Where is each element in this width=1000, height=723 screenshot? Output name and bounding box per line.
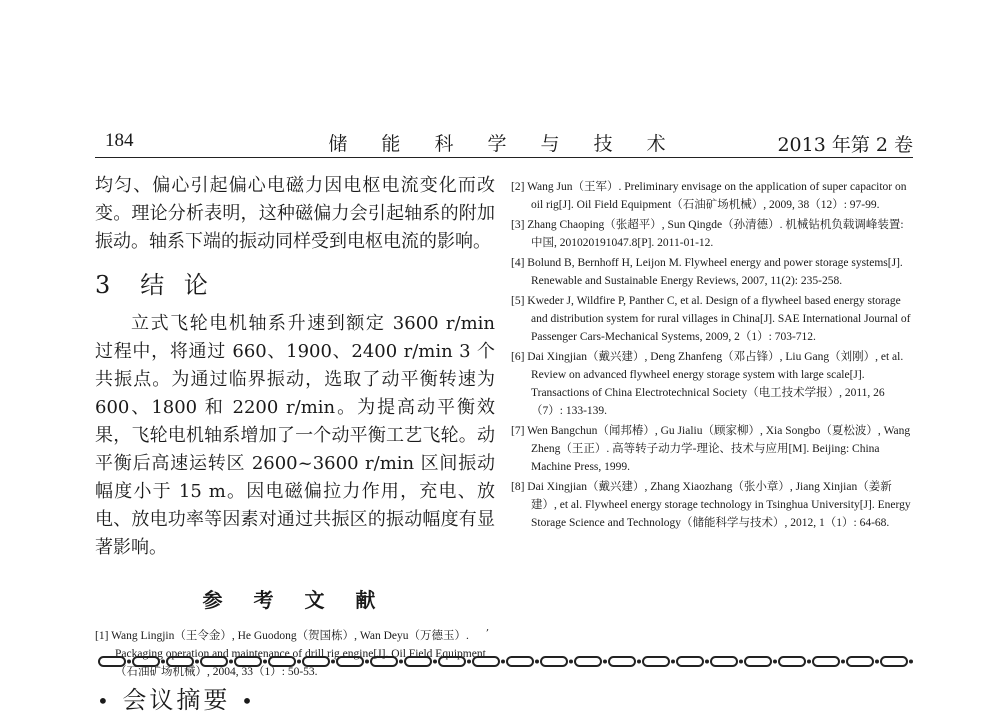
- chain-link: [813, 657, 839, 666]
- chain-joint: [841, 660, 845, 664]
- references-heading: 参 考 文 献: [202, 588, 388, 612]
- header-rule: [95, 157, 913, 158]
- section-tag-label: 会议摘要: [122, 686, 231, 714]
- chain-link: [507, 657, 533, 666]
- chain-link: [99, 657, 125, 666]
- chain-link: [711, 657, 737, 666]
- chain-joint: [535, 660, 539, 664]
- chain-joint: [603, 660, 607, 664]
- section-heading: [95, 270, 495, 300]
- chain-link: [405, 657, 431, 666]
- stray-mark: ,: [486, 622, 490, 633]
- left-column: [95, 172, 495, 682]
- chain-joint: [195, 660, 199, 664]
- bullet-icon: •: [241, 689, 256, 713]
- right-column: [511, 178, 911, 534]
- chain-link: [303, 657, 329, 666]
- chain-joint: [807, 660, 811, 664]
- chain-joint: [331, 660, 335, 664]
- chain-joint: [399, 660, 403, 664]
- page-number: 184: [105, 130, 134, 151]
- chain-link: [439, 657, 465, 666]
- chain-link: [133, 657, 159, 666]
- chain-joint: [467, 660, 471, 664]
- intro-paragraph: 均匀、偏心引起偏心电磁力因电枢电流变化而改变。理论分析表明，这种磁偏力会引起轴系的附加振动。轴系下端的振动同样受到电枢电流的影响。: [95, 175, 495, 252]
- page-header: [95, 126, 913, 156]
- chain-joint: [501, 660, 505, 664]
- reference-item: [6] Dai Xingjian（戴兴建）, Deng Zhanfeng（邓占锋）, Liu Gang（刘刚）, et al. Review on advanced flywheel energy storage system with large scale[J]. Transactions of China Electrotechnical Society（电工技术学报）, 2011, 26（7）: 133-139.: [511, 351, 904, 417]
- chain-link: [541, 657, 567, 666]
- bullet-icon: •: [97, 689, 112, 713]
- chain-link: [677, 657, 703, 666]
- chain-link: [881, 657, 907, 666]
- conclusion-paragraph: 立式飞轮电机轴系升速到额定 3600 r/min 过程中，将通过 660、1900、2400 r/min 3 个共振点。为通过临界振动，选取了动平衡转速为 600、1800 和 2200 r/min。为提高动平衡效果，飞轮电机轴系增加了一个动平衡工艺飞轮。动平衡后高速运转区 2600~3600 r/min 区间振动幅度小于 15 m。因电磁偏拉力作用，充电、放电、放电功率等因素对通过共振区的振动幅度有显著影响。: [95, 313, 495, 558]
- chain-joint: [875, 660, 879, 664]
- chain-link: [337, 657, 363, 666]
- reference-item: [1] Wang Lingjin（王令金）, He Guodong（贺国栋）, Wan Deyu（万德玉）. Packaging operation and maintenance of drill rig engine[J]. Oil Field Equipment（石油矿场机械）, 2004, 33（1）: 50-53.: [95, 630, 486, 678]
- chain-joint: [263, 660, 267, 664]
- section-number: 3: [95, 271, 117, 299]
- chain-joint: [127, 660, 131, 664]
- chain-joint: [773, 660, 777, 664]
- chain-link: [473, 657, 499, 666]
- reference-item: [5] Kweder J, Wildfire P, Panther C, et al. Design of a flywheel based energy storage and distribution system for rural villages in China[J]. SAE International Journal of Passenger Cars-Mechanical Systems, 2009, 2（1）: 703-712.: [511, 295, 911, 343]
- chain-joint: [671, 660, 675, 664]
- chain-joint: [705, 660, 709, 664]
- reference-item: [3] Zhang Chaoping（张超平）, Sun Qingde（孙清德）. 机械钻机负载调峰装置: 中国, 201020191047.8[P]. 2011-01-12.: [511, 219, 904, 249]
- chain-joint: [739, 660, 743, 664]
- issue-label: 2013 年第 2 卷: [777, 134, 913, 156]
- chain-link: [575, 657, 601, 666]
- chain-joint: [637, 660, 641, 664]
- reference-item: [7] Wen Bangchun（闻邦椿）, Gu Jialiu（顾家柳）, Xia Songbo（夏松波）, Wang Zheng（王正）. 高等转子动力学-理论、技术与应用[M]. Beijing: China Machine Press, 1999.: [511, 425, 911, 473]
- ornamental-divider: [95, 655, 913, 669]
- section-title: 结 论: [140, 271, 214, 299]
- chain-link: [371, 657, 397, 666]
- chain-link: [643, 657, 669, 666]
- chain-link: [201, 657, 227, 666]
- reference-item: [4] Bolund B, Bernhoff H, Leijon M. Flywheel energy and power storage systems[J]. Renewable and Sustainable Energy Reviews, 2007, 11(2): 235-258.: [511, 257, 903, 287]
- chain-border-ornament: [95, 655, 913, 669]
- chain-link: [167, 657, 193, 666]
- chain-link: [745, 657, 771, 666]
- chain-link: [779, 657, 805, 666]
- chain-joint: [909, 660, 913, 664]
- section-tag: [97, 680, 256, 715]
- chain-link: [269, 657, 295, 666]
- chain-link: [609, 657, 635, 666]
- chain-joint: [433, 660, 437, 664]
- chain-joint: [569, 660, 573, 664]
- chain-joint: [229, 660, 233, 664]
- chain-joint: [297, 660, 301, 664]
- chain-link: [235, 657, 261, 666]
- reference-item: [2] Wang Jun（王军）. Preliminary envisage on the application of super capacitor on oil rig[J]. Oil Field Equipment（石油矿场机械）, 2009, 38（12）: 97-99.: [511, 181, 907, 211]
- reference-item: [8] Dai Xingjian（戴兴建）, Zhang Xiaozhang（张小章）, Jiang Xinjian（姜新建）, et al. Flywheel energy storage technology in Tsinghua University[J]. Energy Storage Science and Technology（储能科学与技术）, 2012, 1（1）: 64-68.: [511, 481, 911, 529]
- chain-joint: [365, 660, 369, 664]
- journal-title: 储 能 科 学 与 技 术: [328, 133, 680, 155]
- chain-joint: [161, 660, 165, 664]
- chain-link: [847, 657, 873, 666]
